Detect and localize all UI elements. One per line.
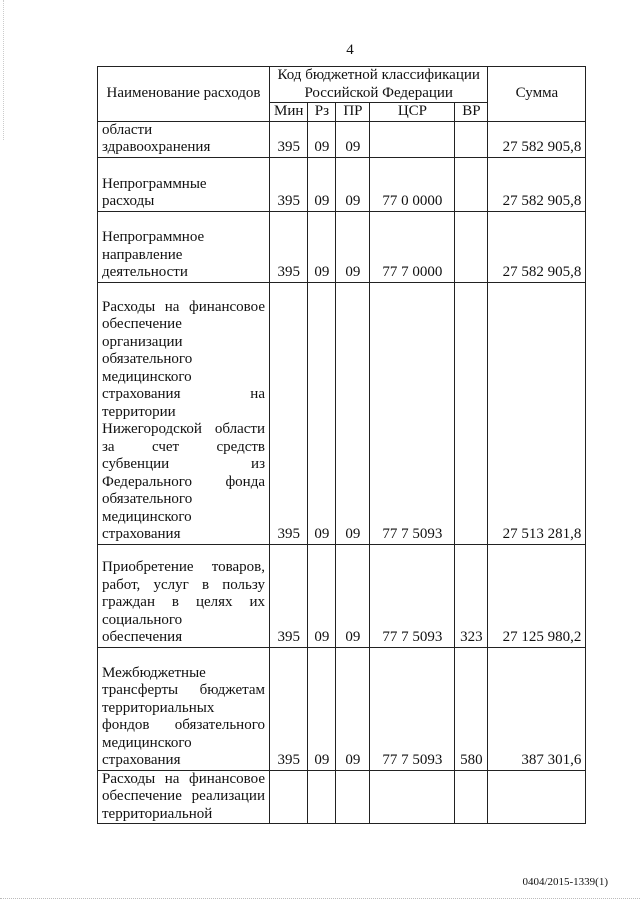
target-article-cell: 77 0 0000 xyxy=(370,157,455,211)
min-code-cell: 395 xyxy=(270,544,308,647)
table-row xyxy=(98,211,586,282)
expense-name-line: фондов обязательного xyxy=(102,717,265,733)
expense-name-cell xyxy=(98,211,270,282)
expense-type-cell xyxy=(455,770,488,824)
min-code-cell: 395 xyxy=(270,647,308,770)
expense-name-line: организации xyxy=(102,333,183,350)
subsection-code-cell: 09 xyxy=(336,157,370,211)
min-code-cell: 395 xyxy=(270,211,308,282)
min-code-cell xyxy=(270,770,308,824)
expense-name-line: обеспечение xyxy=(102,316,182,332)
expense-name-line: здравоохранения xyxy=(102,139,211,155)
expense-name-line: деятельности xyxy=(102,264,188,280)
expense-name-line: Расходы на финансовое xyxy=(102,770,265,787)
expense-name-line: обязательного xyxy=(102,351,193,367)
sum-cell: 27 125 980,2 xyxy=(488,544,586,647)
subsection-code-cell: 09 xyxy=(336,282,370,544)
expense-name-line: страхования на xyxy=(102,386,265,402)
header-rz: Рз xyxy=(308,103,336,122)
expense-name-line: медицинского xyxy=(102,368,192,385)
expense-name-line: работ, услуг в пользу xyxy=(102,576,265,593)
header-name: Наименование расходов xyxy=(98,67,270,122)
expense-name-line: направление xyxy=(102,246,183,263)
expense-name-line: медицинского xyxy=(102,508,192,525)
expense-type-cell xyxy=(455,211,488,282)
sum-cell xyxy=(488,770,586,824)
expense-name-cell xyxy=(98,282,270,544)
expense-name-cell xyxy=(98,544,270,647)
table-row xyxy=(98,770,586,824)
target-article-cell xyxy=(370,770,455,824)
expense-name-line: субвенции из xyxy=(102,456,265,472)
min-code-cell: 395 xyxy=(270,157,308,211)
section-code-cell: 09 xyxy=(308,282,336,544)
table-row xyxy=(98,282,586,544)
expense-name-line: расходы xyxy=(102,193,155,209)
expense-name-line: трансферты бюджетам xyxy=(102,682,265,698)
target-article-cell: 77 7 5093 xyxy=(370,282,455,544)
section-code-cell: 09 xyxy=(308,157,336,211)
expense-name-line: страхования xyxy=(102,526,181,542)
expense-name-line: Межбюджетные xyxy=(102,664,206,681)
expense-name-line: граждан в целях их xyxy=(102,594,265,610)
scan-edge-mark xyxy=(3,0,5,140)
subsection-code-cell: 09 xyxy=(336,647,370,770)
expense-name-line: территориальной xyxy=(102,805,213,822)
expense-name-line: Непрограммное xyxy=(102,229,205,245)
expense-name-line: Непрограммные xyxy=(102,175,207,192)
expense-name-cell xyxy=(98,121,270,157)
header-min: Мин xyxy=(270,103,308,122)
sum-cell: 27 582 905,8 xyxy=(488,157,586,211)
sum-cell: 387 301,6 xyxy=(488,647,586,770)
expense-name-line: Приобретение товаров, xyxy=(102,559,265,575)
section-code-cell: 09 xyxy=(308,211,336,282)
expense-name-line: Расходы на финансовое xyxy=(102,298,265,315)
document-code: 0404/2015-1339(1) xyxy=(522,876,608,888)
section-code-cell: 09 xyxy=(308,647,336,770)
section-code-cell xyxy=(308,770,336,824)
table-row xyxy=(98,157,586,211)
expense-name-line: Нижегородской области xyxy=(102,421,265,437)
expense-name-line: Федерального фонда xyxy=(102,473,265,490)
header-pr: ПР xyxy=(336,103,370,122)
target-article-cell: 77 7 5093 xyxy=(370,544,455,647)
expense-name-line: страхования xyxy=(102,752,181,768)
expense-name-line: области xyxy=(102,121,153,138)
target-article-cell: 77 7 0000 xyxy=(370,211,455,282)
subsection-code-cell: 09 xyxy=(336,544,370,647)
expense-name-cell xyxy=(98,157,270,211)
expense-name-line: обеспечения xyxy=(102,629,183,645)
expense-name-cell xyxy=(98,647,270,770)
min-code-cell: 395 xyxy=(270,121,308,157)
section-code-cell: 09 xyxy=(308,121,336,157)
expense-name-line: территории xyxy=(102,403,176,420)
expense-name-line: обеспечение реализации xyxy=(102,788,265,804)
section-code-cell: 09 xyxy=(308,544,336,647)
target-article-cell xyxy=(370,121,455,157)
budget-table xyxy=(97,66,586,824)
subsection-code-cell: 09 xyxy=(336,121,370,157)
expense-type-cell xyxy=(455,121,488,157)
expense-type-cell xyxy=(455,157,488,211)
target-article-cell: 77 7 5093 xyxy=(370,647,455,770)
table-body xyxy=(98,121,586,824)
subsection-code-cell xyxy=(336,770,370,824)
expense-name-line: обязательного xyxy=(102,491,193,507)
expense-name-cell xyxy=(98,770,270,824)
expense-name-line: медицинского xyxy=(102,734,192,751)
header-csr: ЦСР xyxy=(370,103,455,122)
expense-name-line: за счет средств xyxy=(102,438,265,455)
header-code-group: Код бюджетной классификации Российской Федерации xyxy=(270,67,488,103)
sum-cell: 27 513 281,8 xyxy=(488,282,586,544)
subsection-code-cell: 09 xyxy=(336,211,370,282)
min-code-cell: 395 xyxy=(270,282,308,544)
expense-type-cell xyxy=(455,282,488,544)
header-vr: ВР xyxy=(455,103,488,122)
scan-bottom-mark xyxy=(0,898,640,901)
table-row xyxy=(98,647,586,770)
expense-type-cell: 323 xyxy=(455,544,488,647)
page-number: 4 xyxy=(346,42,354,58)
table-row xyxy=(98,544,586,647)
expense-type-cell: 580 xyxy=(455,647,488,770)
table-row xyxy=(98,121,586,157)
sum-cell: 27 582 905,8 xyxy=(488,211,586,282)
expense-name-line: социального xyxy=(102,611,183,628)
header-sum: Сумма xyxy=(488,67,586,122)
expense-name-line: территориальных xyxy=(102,699,215,716)
sum-cell: 27 582 905,8 xyxy=(488,121,586,157)
